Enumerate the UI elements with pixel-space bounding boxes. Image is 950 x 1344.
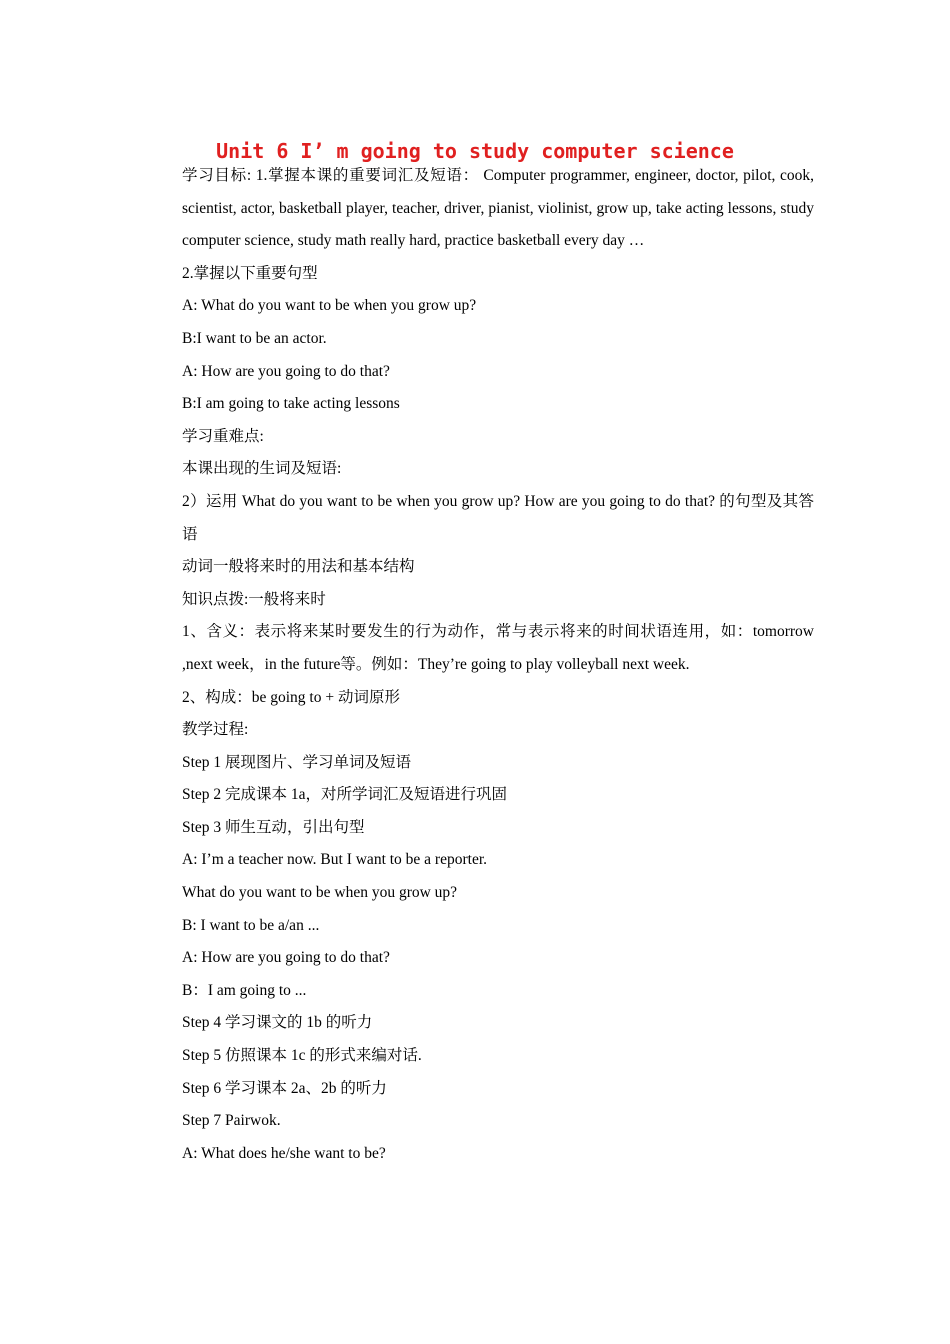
usage-paragraph: 2）运用 What do you want to be when you grow up? How are you going to do that? 的句型及其答语	[182, 492, 814, 543]
step-line: Step 3 师生互动，引出句型	[182, 818, 365, 836]
dialogue-line: What do you want to be when you grow up?	[182, 884, 458, 902]
dialogue-line: B: I want to be a/an ...	[182, 916, 320, 934]
objectives-paragraph: 学习目标: 1.掌握本课的重要词汇及短语： Computer programmer, engineer, doctor, pilot, cook, scientist, actor, basketball player, teacher, driver, pianist, violinist, grow up, take acting lessons, study computer science, study math really hard, practice basketball every day …	[182, 167, 814, 250]
step-line: Step 7 Pairwok.	[182, 1112, 281, 1130]
key-points-heading: 学习重难点:	[182, 427, 264, 445]
document-title: Unit 6 I’ m going to study computer science	[216, 139, 734, 163]
dialogue-line: B:I am going to take acting lessons	[182, 395, 400, 413]
key-sentences-heading: 2.掌握以下重要句型	[182, 264, 318, 282]
dialogue-line: A: What does he/she want to be?	[182, 1144, 386, 1162]
dialogue-line: A: I’m a teacher now. But I want to be a reporter.	[182, 851, 488, 869]
dialogue-line: B:I want to be an actor.	[182, 329, 327, 347]
step-line: Step 2 完成课本 1a，对所学词汇及短语进行巩固	[182, 786, 508, 804]
step-line: Step 4 学习课文的 1b 的听力	[182, 1014, 373, 1032]
knowledge-heading: 知识点拨:一般将来时	[182, 590, 326, 608]
dialogue-line: B：I am going to ...	[182, 981, 307, 999]
text-line: 动词一般将来时的用法和基本结构	[182, 558, 415, 576]
document-body	[182, 160, 814, 1170]
dialogue-line: A: How are you going to do that?	[182, 362, 390, 380]
meaning-paragraph: 1、含义：表示将来某时要发生的行为动作，常与表示将来的时间状语连用，如：tomorrow ,next week，in the future等。例如：They’re going to play volleyball next week.	[182, 623, 814, 673]
dialogue-line: A: How are you going to do that?	[182, 949, 390, 967]
step-line: Step 5 仿照课本 1c 的形式来编对话.	[182, 1047, 422, 1065]
dialogue-line: A: What do you want to be when you grow up?	[182, 297, 477, 315]
step-line: Step 1 展现图片、学习单词及短语	[182, 753, 412, 771]
structure-line: 2、构成：be going to + 动词原形	[182, 688, 400, 706]
text-line: 本课出现的生词及短语:	[182, 460, 342, 478]
step-line: Step 6 学习课本 2a、2b 的听力	[182, 1079, 387, 1097]
procedure-heading: 教学过程:	[182, 721, 249, 739]
